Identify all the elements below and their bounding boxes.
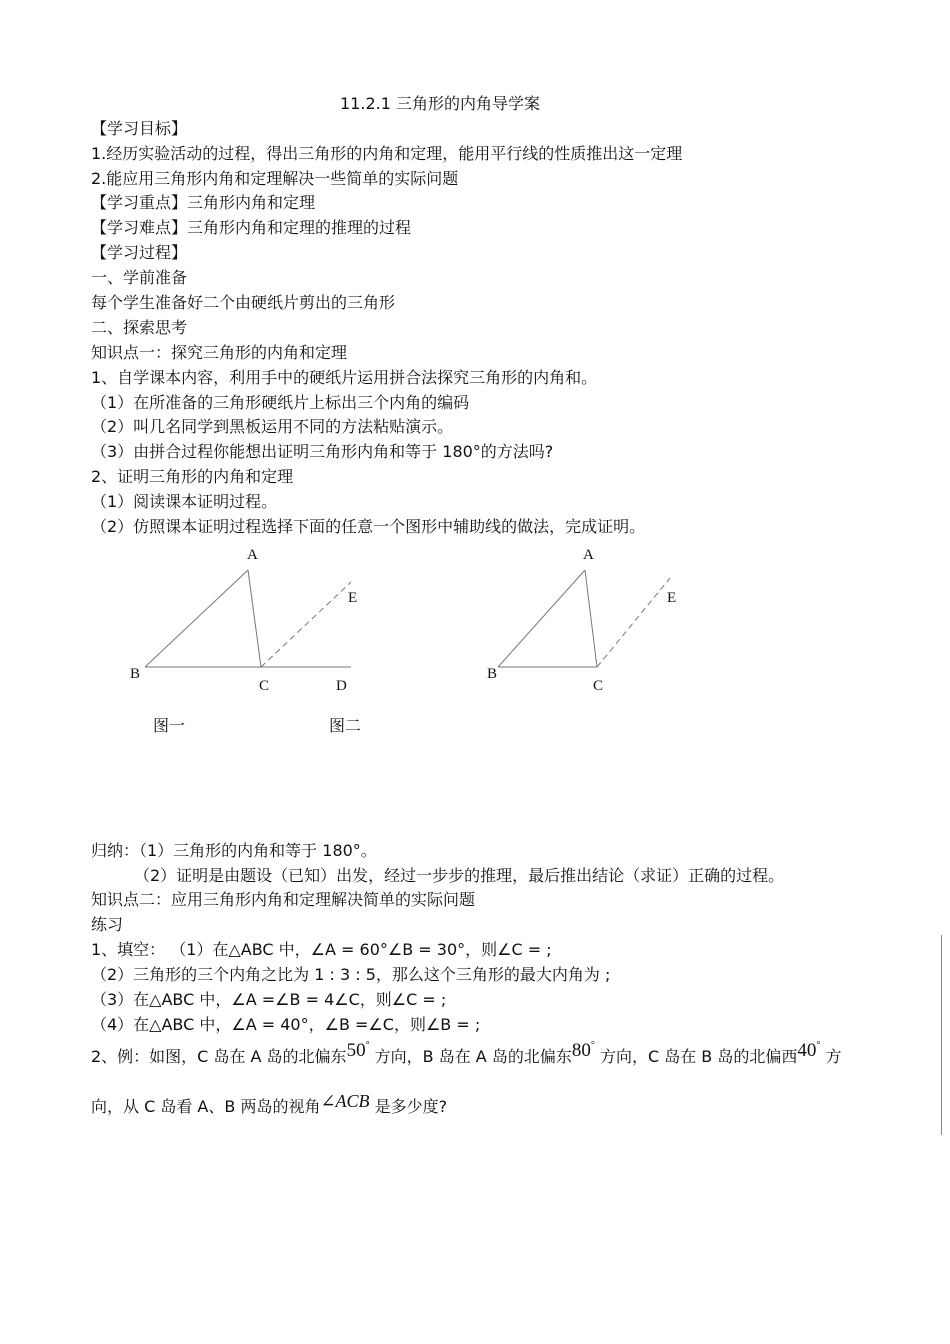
fig2-aux-ce (597, 578, 670, 667)
angle-acb: ∠ACB (320, 1091, 370, 1111)
fill-blank-4: （4）在△ABC 中，∠A = 40°，∠B =∠C，则∠B = ; (91, 1015, 481, 1034)
knowledge-1-item-2b: （2）仿照课本证明过程选择下面的任意一个图形中辅助线的做法，完成证明。 (91, 517, 646, 536)
example-text-3: 方向，C 岛在 B 岛的北偏西 (599, 1047, 798, 1066)
knowledge-1-header: 知识点一：探究三角形的内角和定理 (91, 343, 348, 362)
fig1-side-ab (145, 570, 248, 667)
prep-header: 一、学前准备 (91, 268, 188, 287)
fig2-caption: 图二 (329, 716, 362, 735)
key-point: 【学习重点】三角形内角和定理 (91, 193, 316, 212)
fill-blank-3: （3）在△ABC 中，∠A =∠B = 4∠C，则∠C = ; (91, 990, 447, 1009)
knowledge-1-item-1c: （3）由拼合过程你能想出证明三角形内角和等于 180°的方法吗? (91, 442, 554, 461)
goal-1: 1.经历实验活动的过程，得出三角形的内角和定理，能用平行线的性质推出这一定理 (91, 144, 683, 163)
fill-blank-1: 1、填空： （1）在△ABC 中，∠A = 60°∠B = 30°，则∠C = ; (91, 940, 552, 959)
knowledge-2-header: 知识点二：应用三角形内角和定理解决简单的实际问题 (91, 890, 476, 909)
fig1-label-b: B (130, 666, 141, 682)
fig2-label-a: A (583, 547, 594, 563)
fig1-aux-ce (261, 582, 351, 667)
explore-header: 二、探索思考 (91, 318, 188, 337)
example-text-2: 方向，B 岛在 A 岛的北偏东 (374, 1047, 572, 1066)
fig1-label-d: D (336, 678, 347, 694)
example-line-1 (91, 1040, 842, 1070)
knowledge-1-item-1a: （1）在所准备的三角形硬纸片上标出三个内角的编码 (91, 393, 470, 412)
fig1-label-c: C (259, 678, 270, 694)
figure-2 (329, 547, 676, 735)
angle-80: 80° (571, 1040, 595, 1061)
practice-header: 练习 (91, 915, 124, 934)
angle-50: 50° (346, 1040, 370, 1061)
fill-blank-2: （2）三角形的三个内角之比为 1 : 3 : 5，那么这个三角形的最大内角为 ; (91, 965, 611, 984)
knowledge-1-item-1: 1、自学课本内容，利用手中的硬纸片运用拼合法探究三角形的内角和。 (91, 368, 598, 387)
fig2-label-b: B (487, 666, 498, 682)
example-text-4: 方 (825, 1047, 842, 1066)
example-text-1: 2、例：如图，C 岛在 A 岛的北偏东 (91, 1047, 347, 1066)
knowledge-1-item-2a: （1）阅读课本证明过程。 (91, 492, 278, 511)
fig2-side-ac (585, 570, 597, 667)
page-edge-line (941, 935, 942, 1135)
example-text-5: 向，从 C 岛看 A、B 两岛的视角 (91, 1097, 321, 1116)
fig2-side-ab (498, 570, 585, 667)
page-title: 11.2.1 三角形的内角导学案 (340, 94, 540, 113)
summary-2: （2）证明是由题设（已知）出发，经过一步步的推理，最后推出结论（求证）正确的过程。 (134, 866, 785, 885)
figure-1 (130, 547, 357, 735)
fig2-label-c: C (593, 678, 604, 694)
knowledge-1-item-1b: （2）叫几名同学到黑板运用不同的方法粘贴演示。 (91, 417, 454, 436)
prep-text: 每个学生准备好二个由硬纸片剪出的三角形 (91, 293, 396, 312)
difficulty: 【学习难点】三角形内角和定理的推理的过程 (91, 218, 412, 237)
fig2-label-e: E (667, 590, 677, 606)
goal-header: 【学习目标】 (91, 119, 188, 138)
fig1-label-a: A (247, 547, 258, 563)
angle-40: 40° (797, 1040, 821, 1061)
fig1-caption: 图一 (153, 716, 186, 735)
knowledge-1-item-2: 2、证明三角形的内角和定理 (91, 467, 294, 486)
example-text-6: 是多少度? (374, 1097, 448, 1116)
example-line-2 (91, 1091, 448, 1117)
goal-2: 2.能应用三角形内角和定理解决一些简单的实际问题 (91, 169, 459, 188)
fig1-side-ac (248, 570, 261, 667)
process-header: 【学习过程】 (91, 243, 188, 262)
fig1-label-e: E (348, 590, 358, 606)
summary-1: 归纳：（1）三角形的内角和等于 180°。 (91, 841, 377, 860)
